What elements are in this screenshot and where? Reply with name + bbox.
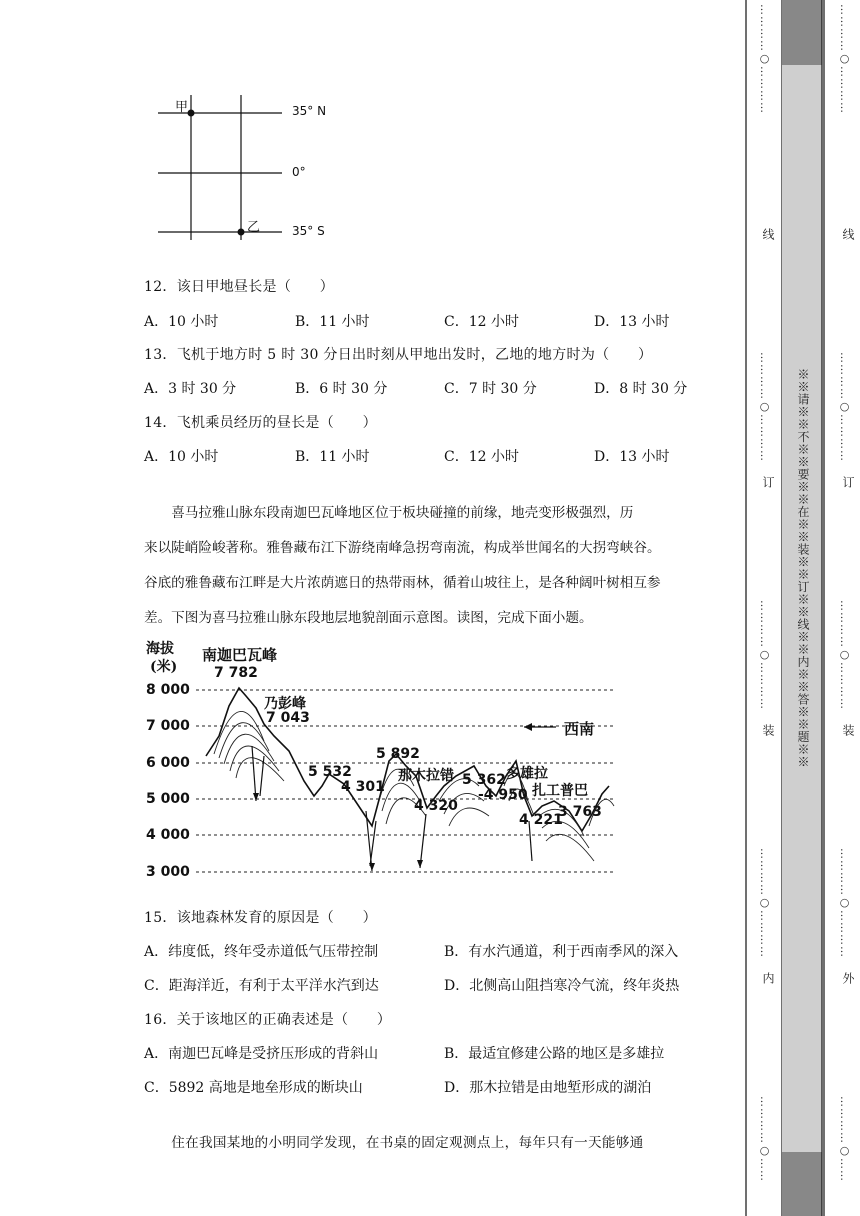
ytick-8000: 8 000	[146, 682, 190, 698]
question-14-option-c[interactable]: C．12 小时	[444, 449, 519, 465]
point-yi	[238, 229, 245, 236]
inner-dotted-column: …………○………… …………○………… …………○………… …………○………… …………○……	[758, 4, 771, 1182]
question-13-option-c[interactable]: C．7 时 30 分	[444, 381, 537, 397]
ylabel-line1: 海拔	[146, 641, 174, 657]
question-14-option-d[interactable]: D．13 小时	[594, 449, 670, 465]
question-16-stem: 16．关于该地区的正确表述是（ ）	[144, 1012, 392, 1028]
outer-mark-wai: 外	[841, 972, 855, 984]
passage	[144, 496, 719, 636]
question-14-stem: 14．飞机乘员经历的昼长是（ ）	[144, 415, 377, 431]
outer-dotted-column: …………○………… …………○………… …………○………… …………○………… …………○……	[838, 4, 851, 1182]
label-jia: 甲	[175, 100, 189, 115]
question-14-option-b[interactable]: B．11 小时	[295, 449, 370, 465]
peak-namjagbarwa-elev: 7 782	[214, 665, 258, 681]
question-16-option-a[interactable]: A．南迦巴瓦峰是受挤压形成的背斜山	[144, 1046, 379, 1062]
last-passage-line: 住在我国某地的小明同学发现，在书桌的固定观测点上，每年只有一天能够通	[171, 1135, 644, 1151]
question-16-option-b[interactable]: B．最适宜修建公路的地区是多雄拉	[444, 1046, 665, 1062]
peak-naipeng-name: 乃彭峰	[264, 696, 306, 712]
zhagongpuba-name: 扎工普巴	[532, 783, 588, 799]
outer-mark-ding: 订	[841, 476, 855, 488]
peak-3763-elev: 3 763	[558, 804, 602, 820]
peak-5532-elev: 5 532	[308, 764, 352, 780]
binding-strip	[745, 0, 860, 1216]
question-15-option-b[interactable]: B．有水汽通道，利于西南季风的深入	[444, 944, 679, 960]
ylabel-line2: (米)	[150, 659, 178, 675]
passage-line-2: 来以陡峭险峻著称。雅鲁藏布江下游绕南峰急拐弯南流，构成举世闻名的大拐弯峡谷。	[144, 540, 661, 556]
peak-namjagbarwa-name: 南迦巴瓦峰	[202, 646, 278, 664]
passage-line-3: 谷底的雅鲁藏布江畔是大片浓荫遮日的热带雨林，循着山坡往上，是各种阔叶树相互参	[144, 575, 661, 591]
ytick-5000: 5 000	[146, 791, 190, 807]
question-16-option-d[interactable]: D．那木拉错是由地堑形成的湖泊	[444, 1080, 652, 1096]
question-16-option-c[interactable]: C．5892 高地是地垒形成的断块山	[144, 1080, 363, 1096]
question-12-option-d[interactable]: D．13 小时	[594, 314, 670, 330]
peak-4301-elev: 4 301	[341, 779, 385, 795]
question-12-stem: 12．该日甲地昼长是（ ）	[144, 279, 335, 295]
peak-naipeng-elev: 7 043	[266, 710, 310, 726]
inner-mark-zhuang: 装	[761, 724, 775, 736]
question-15-option-c[interactable]: C．距海洋近，有利于太平洋水汽到达	[144, 978, 379, 994]
profile-figure	[144, 636, 624, 886]
direction-label: 西南	[564, 720, 595, 738]
point-jia	[188, 110, 195, 117]
passage-line-4: 差。下图为喜马拉雅山脉东段地层地貌剖面示意图。读图，完成下面小题。	[144, 610, 593, 626]
duoxiongla-elev: -4 950	[478, 787, 528, 803]
peak-5362-elev: 5 362	[462, 772, 506, 788]
binding-warning: ※※请※※不※※要※※在※※装※※订※※线※※内※※答※※题※※	[796, 368, 810, 768]
ytick-6000: 6 000	[146, 755, 190, 771]
ytick-7000: 7 000	[146, 718, 190, 734]
label-35n: 35° N	[292, 104, 327, 118]
label-35s: 35° S	[292, 224, 325, 238]
question-15-option-a[interactable]: A．纬度低，终年受赤道低气压带控制	[144, 944, 379, 960]
question-13-option-b[interactable]: B．6 时 30 分	[295, 381, 388, 397]
outer-mark-zhuang: 装	[841, 724, 855, 736]
question-12-option-a[interactable]: A．10 小时	[144, 314, 219, 330]
inner-mark-ding: 订	[761, 476, 775, 488]
question-12-option-c[interactable]: C．12 小时	[444, 314, 519, 330]
duoxiongla-name: 多雄拉	[506, 766, 548, 782]
question-15-option-d[interactable]: D．北侧高山阻挡寒冷气流，终年炎热	[444, 978, 680, 994]
zhagongpuba-elev: 4 221	[519, 812, 563, 828]
ytick-4000: 4 000	[146, 827, 190, 843]
question-14-option-a[interactable]: A．10 小时	[144, 449, 219, 465]
peak-5892-elev: 5 892	[376, 746, 420, 762]
label-equator: 0°	[292, 165, 306, 179]
question-13-option-a[interactable]: A．3 时 30 分	[144, 381, 237, 397]
question-12-option-b[interactable]: B．11 小时	[295, 314, 370, 330]
label-yi: 乙	[247, 220, 261, 235]
passage-line-1: 喜马拉雅山脉东段南迦巴瓦峰地区位于板块碰撞的前缘，地壳变形极强烈，历	[171, 505, 634, 521]
namucuo-name: 那木拉错	[398, 768, 454, 784]
inner-mark-xian: 线	[761, 228, 775, 240]
question-13-option-d[interactable]: D．8 时 30 分	[594, 381, 688, 397]
outer-mark-xian: 线	[841, 228, 855, 240]
question-15-stem: 15．该地森林发育的原因是（ ）	[144, 910, 377, 926]
question-13-stem: 13．飞机于地方时 5 时 30 分日出时刻从甲地出发时，乙地的地方时为（ ）	[144, 347, 653, 363]
namucuo-elev: 4 320	[414, 798, 458, 814]
inner-mark-nei: 内	[761, 972, 775, 984]
ytick-3000: 3 000	[146, 864, 190, 880]
